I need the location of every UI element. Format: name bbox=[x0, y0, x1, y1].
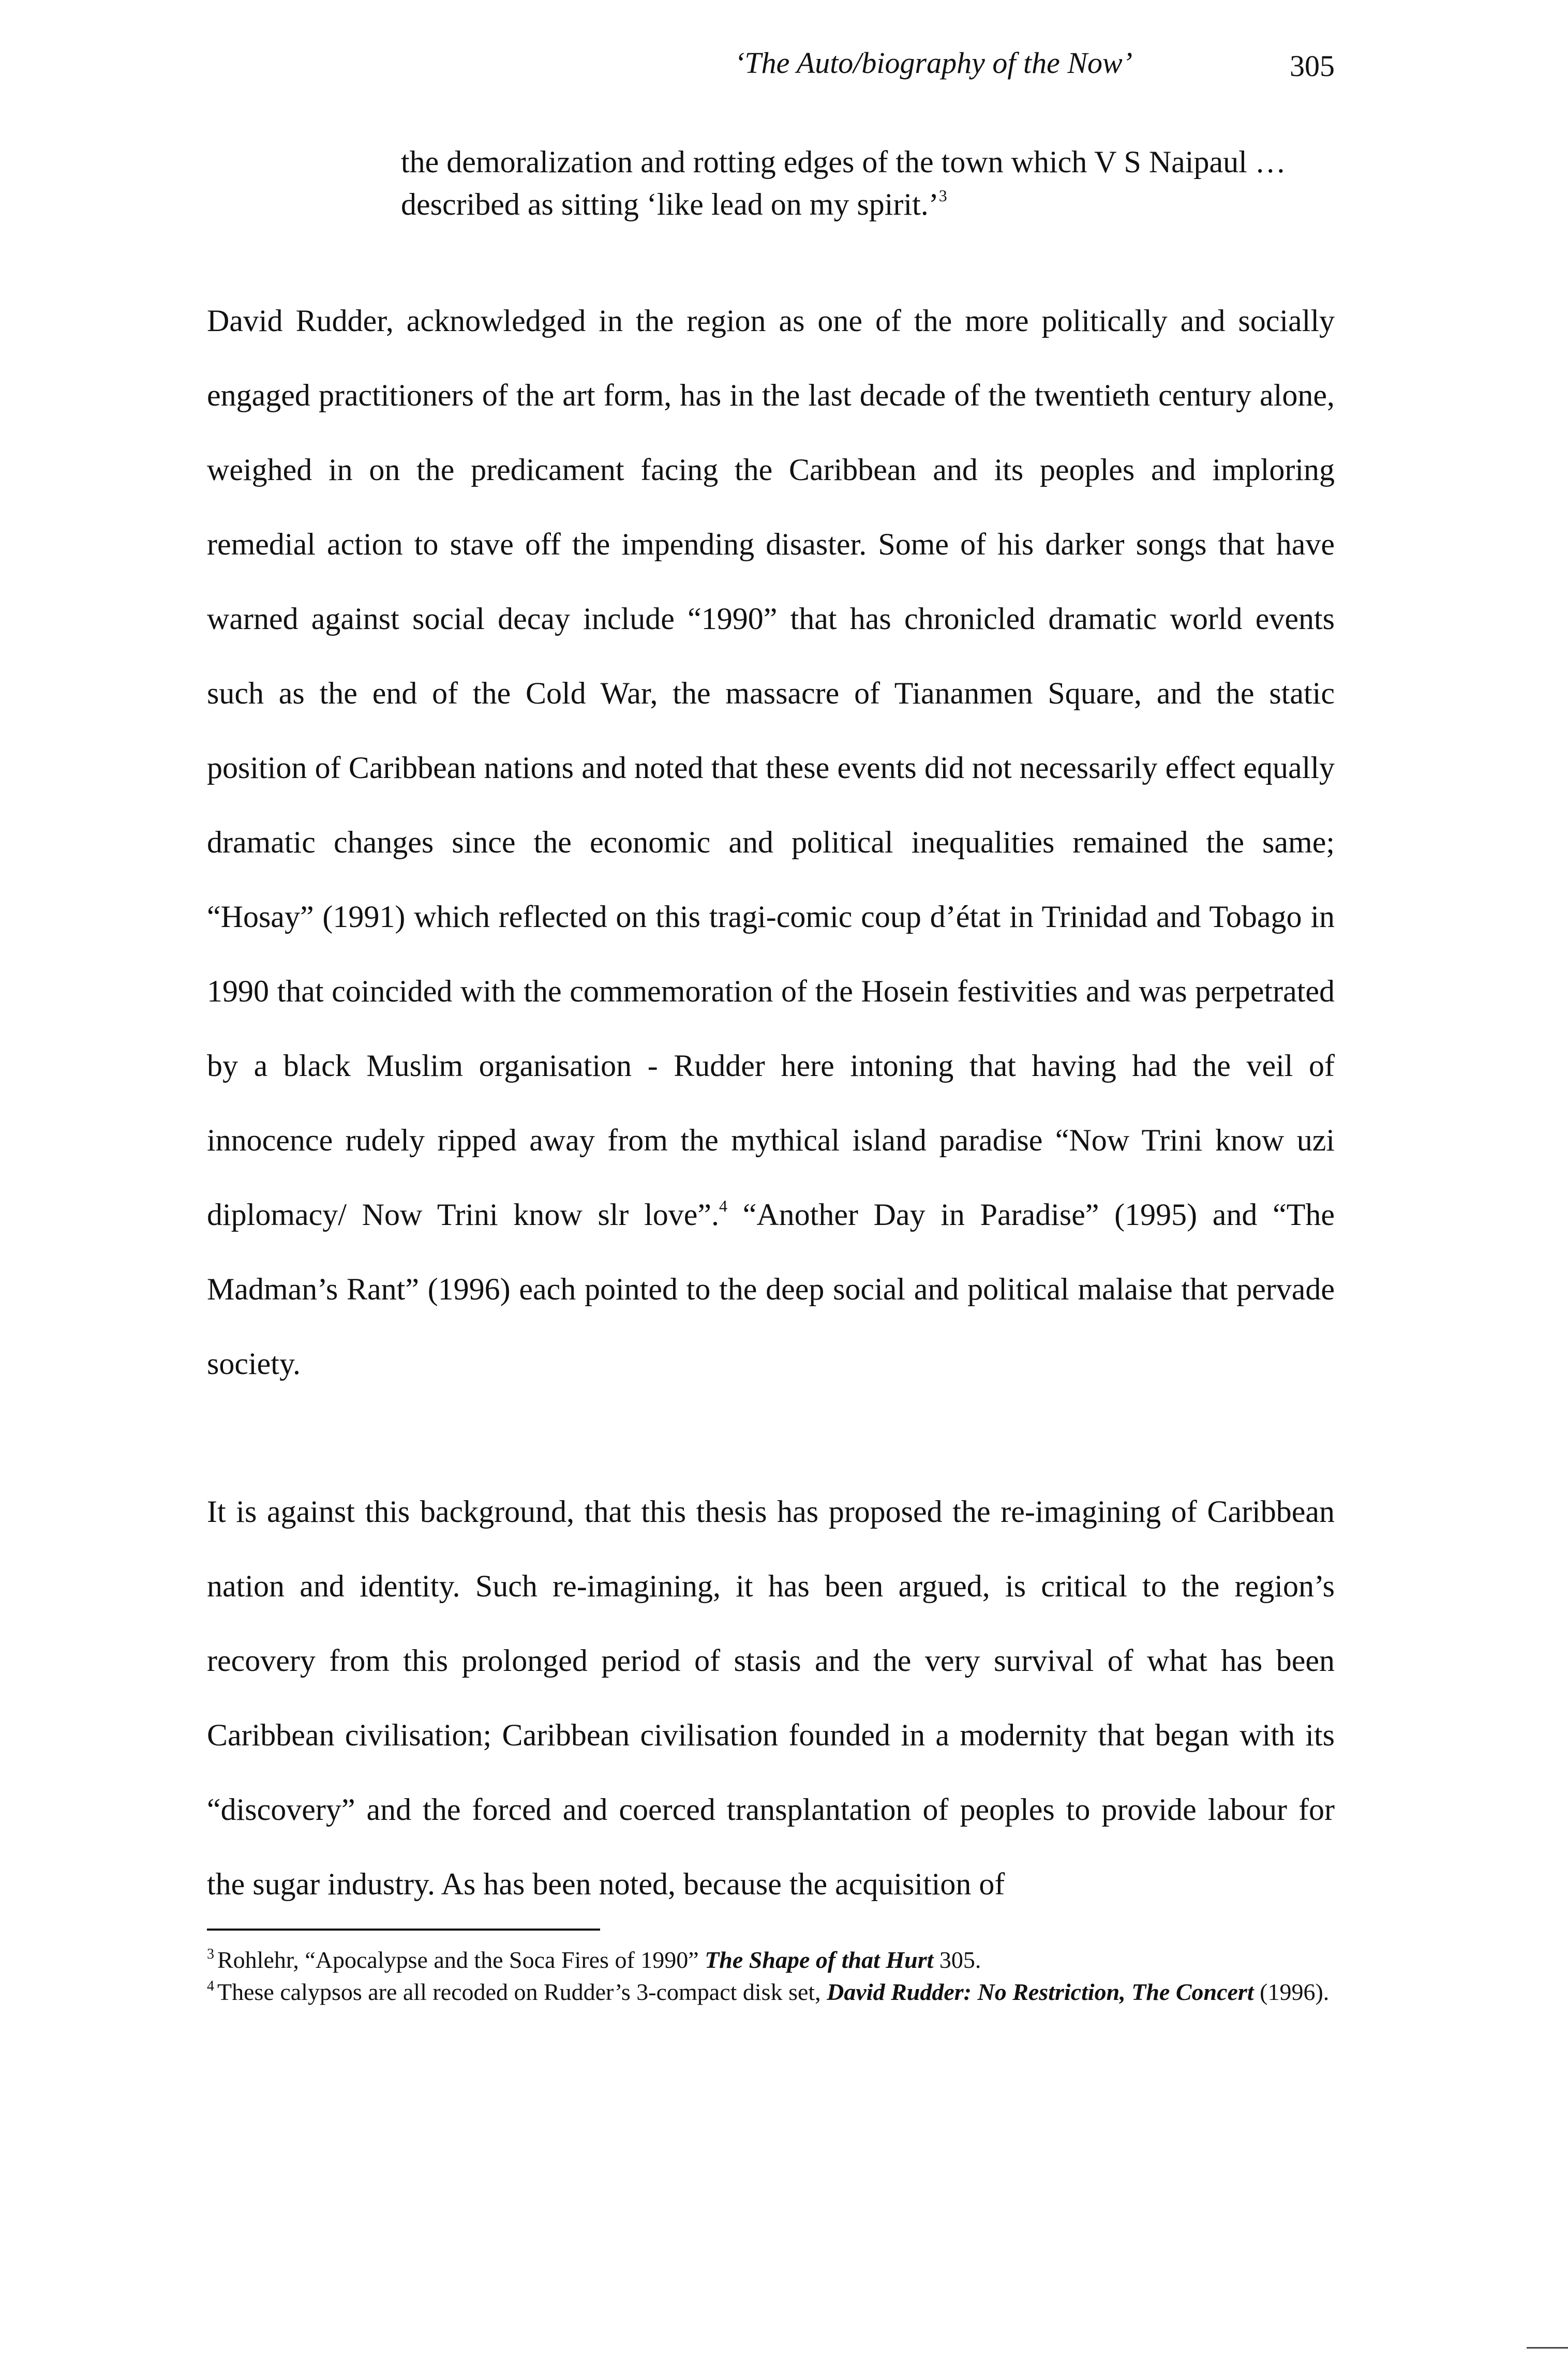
footnote-text: Rohlehr, “Apocalypse and the Soca Fires of 1990” bbox=[217, 1947, 705, 1973]
block-quote-text: the demoralization and rotting edges of the town which V S Naipaul … described as sitting ‘like lead on my spirit.’ bbox=[401, 145, 1286, 221]
running-header bbox=[735, 46, 1335, 92]
page-number: 305 bbox=[1290, 49, 1335, 83]
footnote-number: 4 bbox=[207, 1978, 214, 1994]
paragraph-2-text: It is against this background, that this thesis has proposed the re-imagining of Caribbean nation and identity. Such re-imagining, it has been argued, is critical to the region’s recovery from this prolonged period of stasis and the very survival of what has been Caribbean civilisation; Caribbean civilisation founded in a modernity that began with its “discovery” and the forced and coerced transplantation of peoples to provide labour for the sugar industry. As has been noted, because the acquisition of bbox=[207, 1495, 1335, 1901]
footnote-title: David Rudder: No Restriction, The Concert bbox=[827, 1979, 1254, 2005]
running-title: ‘The Auto/biography of the Now’ bbox=[735, 46, 1133, 80]
footnote-text: These calypsos are all recoded on Rudder’s 3-compact disk set, bbox=[217, 1979, 827, 2005]
footnote-text-end: 305. bbox=[933, 1947, 981, 1973]
footnote-text-end: (1996). bbox=[1253, 1979, 1330, 2005]
body-paragraph-2 bbox=[207, 1474, 1335, 1921]
footnote-3 bbox=[207, 1945, 1335, 1975]
footnote-ref-3: 3 bbox=[938, 186, 947, 205]
footnote-number: 3 bbox=[207, 1946, 214, 1962]
body-paragraph-1 bbox=[207, 283, 1335, 1401]
footnote-divider bbox=[207, 1929, 600, 1931]
footnote-title: The Shape of that Hurt bbox=[705, 1947, 934, 1973]
footnotes bbox=[207, 1945, 1335, 2009]
block-quote bbox=[401, 141, 1342, 226]
scan-edge-mark bbox=[1527, 2347, 1568, 2349]
paragraph-1-text-continued: “Another Day in Paradise” (1995) and “The Madman’s Rant” (1996) each pointed to the deep social and political malaise that pervade society. bbox=[207, 1198, 1335, 1381]
paragraph-1-text: David Rudder, acknowledged in the region as one of the more politically and socially engaged practitioners of the art form, has in the last decade of the twentieth century alone, weighed in on the predicament facing the Caribbean and its peoples and imploring remedial action to stave off the impending disaster. Some of his darker songs that have warned against social decay include “1990” that has chronicled dramatic world events such as the end of the Cold War, the massacre of Tiananmen Square, and the static position of Caribbean nations and noted that these events did not necessarily effect equally dramatic changes since the economic and political inequalities remained the same; “Hosay” (1991) which reflected on this tragi-comic coup d’état in Trinidad and Tobago in 1990 that coincided with the commemoration of the Hosein festivities and was perpetrated by a black Muslim organisation - Rudder here intoning that having had the veil of innocence rudely ripped away from the mythical island paradise “Now Trini know uzi diplomacy/ Now Trini know slr love”. bbox=[207, 304, 1335, 1232]
footnote-4 bbox=[207, 1977, 1335, 2007]
footnote-ref-4: 4 bbox=[719, 1197, 728, 1215]
